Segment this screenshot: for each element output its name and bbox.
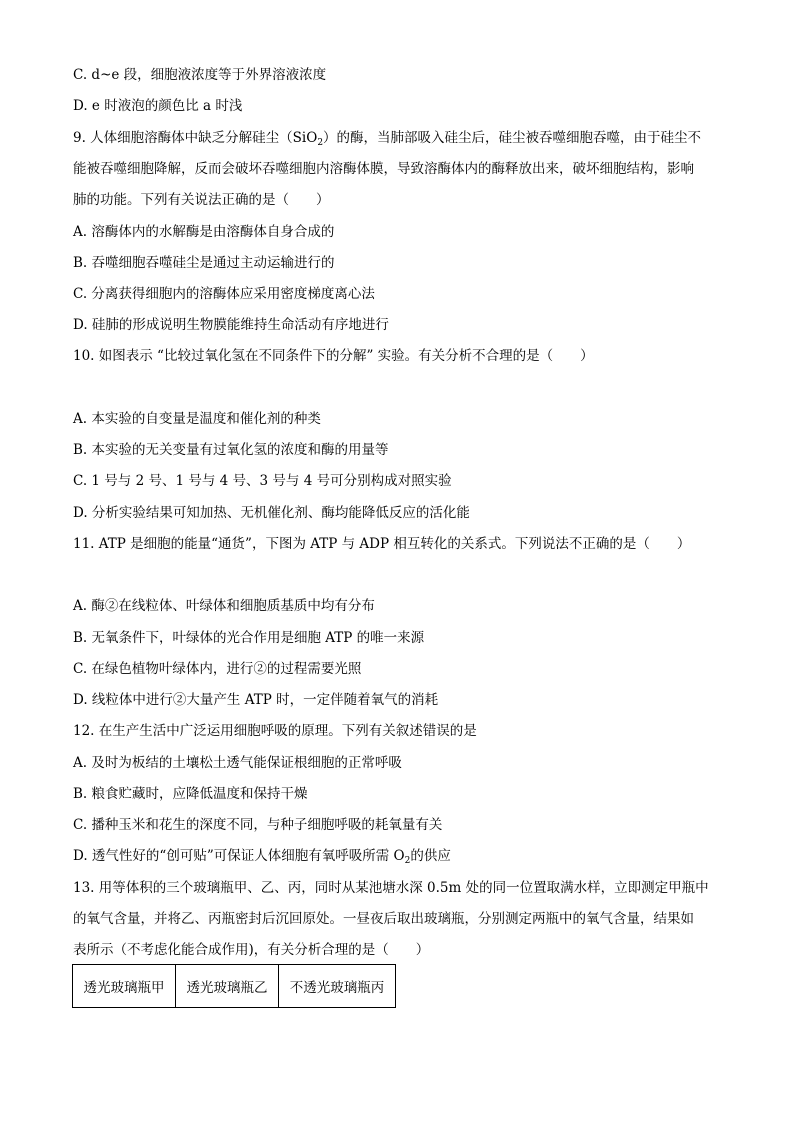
q9-stem-line2: 能被吞噬细胞降解，反而会破坏吞噬细胞内溶酶体膜，导致溶酶体内的酶释放出来，破坏细胞结构，影响 <box>73 161 694 177</box>
q9-option-a: A. 溶酶体内的水解酶是由溶酶体自身合成的 <box>73 224 335 240</box>
q10-stem: 10. 如图表示 “比较过氧化氢在不同条件下的分解” 实验。有关分析不合理的是（ ） <box>73 348 594 364</box>
q12-option-c: C. 播种玉米和花生的深度不同，与种子细胞呼吸的耗氧量有关 <box>73 817 443 833</box>
q11-option-d: D. 线粒体中进行②大量产生 ATP 时，一定伴随着氧气的消耗 <box>73 692 439 708</box>
q10-option-c: C. 1 号与 2 号、1 号与 4 号、3 号与 4 号可分别构成对照实验 <box>73 473 452 489</box>
q9-option-d: D. 硅肺的形成说明生物膜能维持生命活动有序地进行 <box>73 317 389 333</box>
oxygen-table <box>72 964 396 1008</box>
q11-option-a: A. 酶②在线粒体、叶绿体和细胞质基质中均有分布 <box>73 598 375 614</box>
table-header-cell: 透光玻璃瓶甲 <box>73 965 176 1008</box>
table-header-cell: 透光玻璃瓶乙 <box>176 965 279 1008</box>
q10-option-b: B. 本实验的无关变量有过氧化氢的浓度和酶的用量等 <box>73 442 389 458</box>
q13-stem-line3: 表所示（不考虑化能合成作用)，有关分析合理的是（ ） <box>73 942 430 958</box>
q12-stem: 12. 在生产生活中广泛运用细胞呼吸的原理。下列有关叙述错误的是 <box>73 723 477 739</box>
q13-stem-line1: 13. 用等体积的三个玻璃瓶甲、乙、丙，同时从某池塘水深 0.5m 处的同一位置取满水样，立即测定甲瓶中 <box>73 880 709 896</box>
q12-option-b: B. 粮食贮藏时，应降低温度和保持干燥 <box>73 786 308 802</box>
q11-option-c: C. 在绿色植物叶绿体内，进行②的过程需要光照 <box>73 661 362 677</box>
q9-stem-line3: 肺的功能。下列有关说法正确的是（ ） <box>73 192 330 208</box>
q8-option-d: D. e 时液泡的颜色比 a 时浅 <box>73 98 243 114</box>
table-row <box>73 965 396 1008</box>
q13-stem-line2: 的氧气含量，并将乙、丙瓶密封后沉回原处。一昼夜后取出玻璃瓶，分别测定两瓶中的氧气含量，结果如 <box>73 911 694 927</box>
table-header-cell: 不透光玻璃瓶丙 <box>279 965 396 1008</box>
q10-option-d: D. 分析实验结果可知加热、无机催化剂、酶均能降低反应的活化能 <box>73 505 470 521</box>
q9-option-b: B. 吞噬细胞吞噬硅尘是通过主动运输进行的 <box>73 255 335 271</box>
q12-option-d: D. 透气性好的“创可贴”可保证人体细胞有氧呼吸所需 $O_2$的供应 <box>73 848 451 866</box>
q12-option-a: A. 及时为板结的土壤松土透气能保证根细胞的正常呼吸 <box>73 755 402 771</box>
q8-option-c: C. d~e 段，细胞液浓度等于外界溶液浓度 <box>73 67 327 83</box>
q11-option-b: B. 无氧条件下，叶绿体的光合作用是细胞 ATP 的唯一来源 <box>73 630 425 646</box>
q11-stem: 11. ATP 是细胞的能量“通货”，下图为 ATP 与 ADP 相互转化的关系式。下列说法不正确的是（ ） <box>73 536 691 552</box>
q9-option-c: C. 分离获得细胞内的溶酶体应采用密度梯度离心法 <box>73 286 375 302</box>
q10-option-a: A. 本实验的自变量是温度和催化剂的种类 <box>73 411 321 427</box>
q9-stem-line1: 9. 人体细胞溶酶体中缺乏分解硅尘（SiO$_2$）的酶，当肺部吸入硅尘后，硅尘被吞噬细胞吞噬，由于硅尘不 <box>73 130 702 148</box>
